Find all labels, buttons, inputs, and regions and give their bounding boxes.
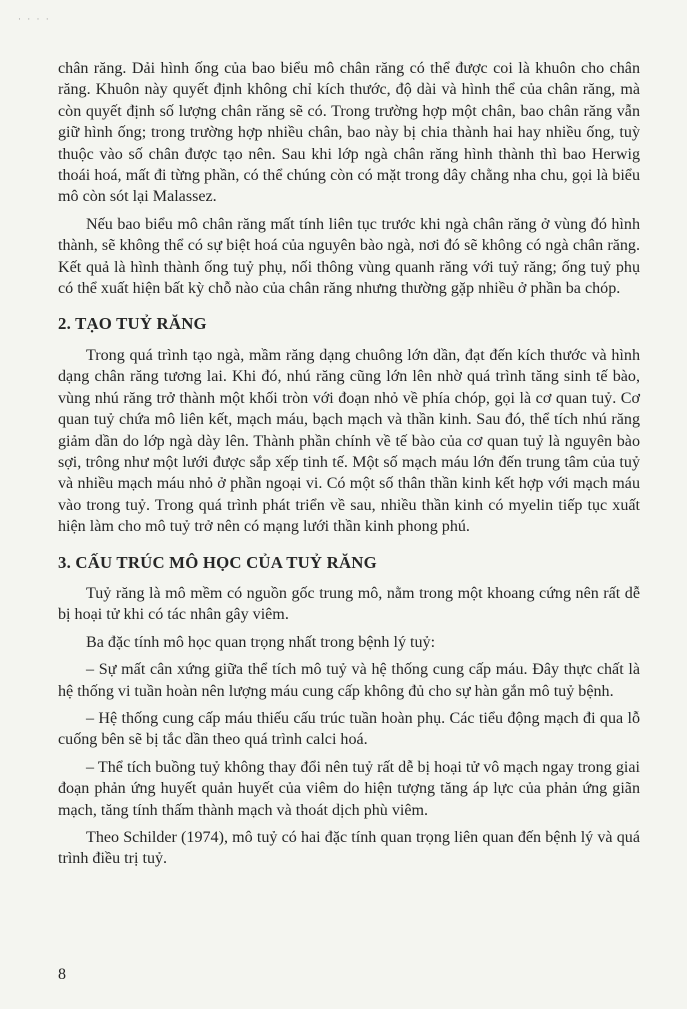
page-content (58, 58, 640, 876)
section-3-paragraph-2: Ba đặc tính mô học quan trọng nhất trong bệnh lý tuỷ: (86, 633, 436, 651)
section-3-list-item-2: – Hệ thống cung cấp máu thiếu cấu trúc tuần hoàn phụ. Các tiểu động mạch đi qua lỗ cuống bên sẽ bị tắc dần theo quá trình calci hoá. (58, 709, 640, 749)
section-2-heading: 2. TẠO TUỶ RĂNG (58, 314, 207, 334)
intro-paragraph-2: Nếu bao biểu mô chân răng mất tính liên tục trước khi ngà chân răng ở vùng đó hình thành, sẽ không thể có sự biệt hoá của nguyên bào ngà, nơi đó sẽ không có ngà chân răng. Kết quả là hình thành ống tuỷ phụ, nối thông vùng quanh răng với tuỷ răng; ống tuỷ phụ có thể xuất hiện bất kỳ chỗ nào của chân răng nhưng thường gặp nhiều ở phần ba chóp. (58, 215, 640, 298)
section-3-list-item-3: – Thể tích buồng tuỷ không thay đổi nên tuỷ rất dễ bị hoại tử vô mạch ngay trong giai đoạn phản ứng huyết quản huyết của viêm do hiện tượng tăng áp lực của phản ứng giãn mạch, tăng tính thấm thành mạch và thoát dịch phù viêm. (58, 758, 640, 819)
section-3-list-item-1: – Sự mất cân xứng giữa thể tích mô tuỷ và hệ thống cung cấp máu. Đây thực chất là hệ thống vi tuần hoàn nên lượng máu cung cấp không đủ cho sự hàn gắn mô tuỷ bệnh. (58, 661, 640, 700)
section-2-paragraph-1: Trong quá trình tạo ngà, mầm răng dạng chuông lớn dần, đạt đến kích thước và hình dạng chân răng tương lai. Khi đó, nhú răng cũng lớn lên nhờ quá trình tăng sinh tế bào, vùng nhú răng trở thành một khối tròn với đoạn nhỏ về phía chóp, gọi là cơ quan tuỷ. Cơ quan tuỷ chứa mô liên kết, mạch máu, bạch mạch và thần kinh. Sau đó, thể tích nhú răng giảm dần do lớp ngà dày lên. Thành phần chính về tế bào của cơ quan tuỷ là nguyên bào sợi, trông như một lưới được sắp xếp tinh tế. Một số mạch máu lớn đến trung tâm của tuỷ và nhiều mạch máu nhỏ ở phần ngoại vi. Có một số thân thần kinh kết hợp với mạch máu vào trong tuỷ. Trong quá trình phát triển về sau, nhiều thần kinh có myelin tiếp tục xuất hiện làm cho mô tuỷ trở nên có mạng lưới thần kinh phong phú. (58, 346, 640, 536)
section-3-heading: 3. CẤU TRÚC MÔ HỌC CỦA TUỶ RĂNG (58, 552, 377, 572)
corner-mark: · · · · (18, 14, 51, 24)
page-number: 8 (58, 966, 66, 983)
intro-paragraph-1: chân răng. Dải hình ống của bao biểu mô chân răng có thể được coi là khuôn cho chân răng. Khuôn này quyết định không chỉ kích thước, độ dài và hình thể của chân răng, mà còn quyết định số lượng chân răng sẽ có. Trong trường hợp một chân, bao chân răng vẫn giữ hình ống; trong trường hợp nhiều chân, bao này bị chia thành hai hay nhiều ống, tuỳ thuộc vào số chân được tạo nên. Sau khi lớp ngà chân răng hình thành thì bao Herwig thoái hoá, mất đi từng phần, có thể chúng còn có mặt trong dây chằng nha chu, gọi là biểu mô còn sót lại Malassez. (58, 60, 640, 206)
section-3-paragraph-1: Tuỷ răng là mô mềm có nguồn gốc trung mô, nằm trong một khoang cứng nên rất dễ bị hoại tử khi có tác nhân gây viêm. (58, 584, 640, 624)
section-3-paragraph-3: Theo Schilder (1974), mô tuỷ có hai đặc tính quan trọng liên quan đến bệnh lý và quá trình điều trị tuỷ. (58, 829, 640, 868)
